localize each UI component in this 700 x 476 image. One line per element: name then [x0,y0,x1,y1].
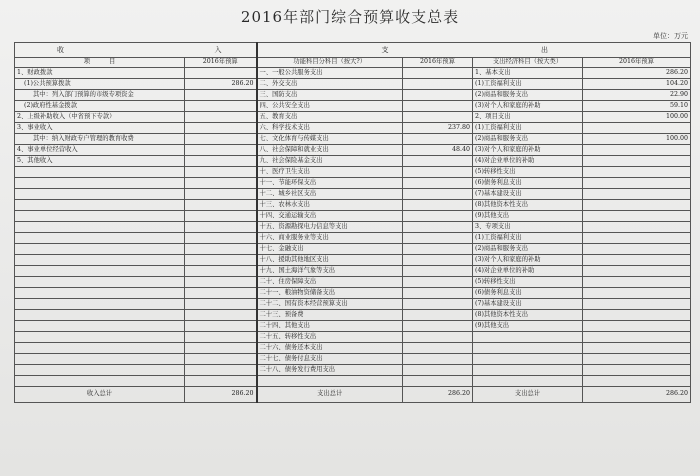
economic-value-cell: 100.00 [583,112,691,123]
table-row [15,112,691,123]
table-row [15,277,691,288]
income-item-cell [15,211,185,222]
economic-item-cell: (9)其他支出 [473,321,583,332]
function-value-cell [403,134,473,145]
function-item-cell: 二十七、债务付息支出 [257,354,403,365]
function-item-cell: 二十一、粮油物资储备支出 [257,288,403,299]
income-item-cell [15,354,185,365]
economic-item-cell: (2)商品和服务支出 [473,90,583,101]
economic-item-cell: (2)商品和服务支出 [473,134,583,145]
table-row [15,365,691,376]
income-item-cell [15,321,185,332]
economic-value-cell [583,299,691,310]
function-value-cell [403,365,473,376]
income-item-cell [15,376,185,387]
income-value-cell [185,145,257,156]
income-value-cell [185,255,257,266]
income-total-value: 286.20 [185,387,257,403]
income-item-cell: 1、财政拨款 [15,68,185,79]
function-value-cell [403,112,473,123]
economic-value-cell [583,255,691,266]
table-row [15,266,691,277]
economic-item-cell: (6)债务利息支出 [473,178,583,189]
budget-table [14,42,691,403]
header-row-1 [15,43,691,58]
income-item-cell [15,266,185,277]
function-item-cell: 四、公共安全支出 [257,101,403,112]
income-header: 收 入 [15,43,257,58]
function-item-cell: 二十六、债务还本支出 [257,343,403,354]
expense-total-value: 286.20 [403,387,473,403]
income-item-cell: 3、事业收入 [15,123,185,134]
economic-total-label: 支出总计 [473,387,583,403]
function-value-cell [403,277,473,288]
economic-value-cell [583,211,691,222]
economic-item-cell: (2)商品和服务支出 [473,244,583,255]
function-value-cell [403,178,473,189]
income-value-cell [185,343,257,354]
economic-total-value: 286.20 [583,387,691,403]
function-item-cell: 五、教育支出 [257,112,403,123]
economic-value-cell: 286.20 [583,68,691,79]
col-function: 功能科目分科目（按大?） [257,58,403,68]
income-value-cell [185,68,257,79]
income-value-cell [185,101,257,112]
economic-item-cell: (7)基本建设支出 [473,189,583,200]
economic-value-cell: 22.90 [583,90,691,101]
table-row [15,222,691,233]
table-row [15,354,691,365]
income-value-cell [185,233,257,244]
economic-value-cell: 59.10 [583,101,691,112]
economic-item-cell: (9)其他支出 [473,211,583,222]
function-value-cell [403,200,473,211]
function-value-cell [403,354,473,365]
income-value-cell [185,90,257,101]
economic-item-cell: (4)对企业单位的补助 [473,266,583,277]
income-value-cell [185,134,257,145]
function-item-cell: 十六、商业服务业等支出 [257,233,403,244]
income-item-cell [15,343,185,354]
page-title: 2016年部门综合预算收支总表 [240,8,460,26]
income-item-cell [15,244,185,255]
income-value-cell [185,266,257,277]
function-item-cell: 十三、农林水支出 [257,200,403,211]
table-row [15,310,691,321]
economic-item-cell: (1)工资福利支出 [473,233,583,244]
income-item-cell [15,200,185,211]
income-value-cell [185,365,257,376]
expense-total-label: 支出总计 [257,387,403,403]
income-value-cell [185,288,257,299]
economic-value-cell [583,178,691,189]
economic-item-cell: 1、基本支出 [473,68,583,79]
table-row [15,321,691,332]
function-value-cell [403,310,473,321]
income-value-cell: 286.20 [185,79,257,90]
economic-item-cell: (5)转移性支出 [473,167,583,178]
income-item-cell [15,189,185,200]
function-item-cell: 十四、交通运输支出 [257,211,403,222]
economic-item-cell: (4)对企业单位的补助 [473,156,583,167]
expense-header: 支 出 [257,43,691,58]
economic-value-cell [583,189,691,200]
income-value-cell [185,376,257,387]
economic-value-cell [583,233,691,244]
economic-item-cell: 2、项目支出 [473,112,583,123]
function-item-cell: 二、外交支出 [257,79,403,90]
income-value-cell [185,277,257,288]
income-value-cell [185,167,257,178]
income-value-cell [185,189,257,200]
income-item-cell [15,299,185,310]
function-value-cell [403,343,473,354]
income-value-cell [185,112,257,123]
function-item-cell: 十二、城乡社区支出 [257,189,403,200]
table-row [15,79,691,90]
economic-item-cell: (8)其他资本性支出 [473,310,583,321]
income-total-label: 收入总计 [15,387,185,403]
economic-value-cell [583,156,691,167]
table-row [15,244,691,255]
function-item-cell: 七、文化体育与传媒支出 [257,134,403,145]
economic-value-cell [583,288,691,299]
table-row [15,134,691,145]
economic-item-cell [473,354,583,365]
economic-value-cell [583,145,691,156]
income-item-cell: (1)公共预算拨款 [15,79,185,90]
economic-item-cell [473,332,583,343]
function-value-cell [403,376,473,387]
economic-item-cell: (1)工资福利支出 [473,79,583,90]
table-row [15,299,691,310]
function-value-cell [403,211,473,222]
income-item-cell [15,277,185,288]
income-item-cell [15,178,185,189]
function-item-cell: 十五、资源勘探电力信息等支出 [257,222,403,233]
economic-item-cell [473,376,583,387]
function-item-cell: 二十八、债务发行费用支出 [257,365,403,376]
economic-value-cell [583,277,691,288]
function-item-cell: 二十三、预备费 [257,310,403,321]
economic-value-cell [583,376,691,387]
economic-item-cell: (3)对个人和家庭的补助 [473,255,583,266]
function-value-cell [403,233,473,244]
function-item-cell: 八、社会保障和就业支出 [257,145,403,156]
table-row [15,200,691,211]
income-value-cell [185,354,257,365]
function-item-cell: 二十二、国有资本经营预算支出 [257,299,403,310]
economic-item-cell: (8)其他资本性支出 [473,200,583,211]
economic-value-cell [583,167,691,178]
function-item-cell: 十九、国土海洋气象等支出 [257,266,403,277]
income-item-cell [15,233,185,244]
function-item-cell: 十七、金融支出 [257,244,403,255]
function-value-cell [403,68,473,79]
function-value-cell [403,321,473,332]
function-value-cell [403,255,473,266]
income-item-cell [15,332,185,343]
table-row [15,101,691,112]
economic-value-cell: 100.00 [583,134,691,145]
economic-value-cell [583,222,691,233]
col-function-budget: 2016年预算 [403,58,473,68]
function-item-cell: 三、国防支出 [257,90,403,101]
function-value-cell [403,156,473,167]
economic-item-cell: (3)对个人和家庭的补助 [473,145,583,156]
function-item-cell: 二十、住房保障支出 [257,277,403,288]
economic-item-cell: (3)对个人和家庭的补助 [473,101,583,112]
income-value-cell [185,321,257,332]
table-row [15,288,691,299]
table-row [15,343,691,354]
function-value-cell: 237.80 [403,123,473,134]
economic-item-cell: 3、专项支出 [473,222,583,233]
income-value-cell [185,123,257,134]
income-item-cell [15,365,185,376]
table-row [15,156,691,167]
col-income-budget: 2016年预算 [185,58,257,68]
income-item-cell: 2、上级补助收入（中省预下专款） [15,112,185,123]
function-value-cell [403,167,473,178]
economic-value-cell [583,321,691,332]
function-value-cell [403,79,473,90]
income-value-cell [185,332,257,343]
economic-item-cell: (7)基本建设支出 [473,299,583,310]
income-value-cell [185,222,257,233]
economic-item-cell: (1)工资福利支出 [473,123,583,134]
header-row-2 [15,58,691,68]
table-row [15,90,691,101]
table-row [15,211,691,222]
income-value-cell [185,178,257,189]
function-item-cell: 十一、节能环保支出 [257,178,403,189]
function-value-cell: 48.40 [403,145,473,156]
economic-value-cell [583,332,691,343]
economic-item-cell: (5)转移性支出 [473,277,583,288]
table-row [15,332,691,343]
table-row [15,376,691,387]
function-value-cell [403,299,473,310]
table-row [15,145,691,156]
economic-value-cell [583,123,691,134]
table-row [15,233,691,244]
col-item: 项 目 [15,58,185,68]
function-item-cell: 二十四、其他支出 [257,321,403,332]
table-row [15,178,691,189]
income-item-cell [15,255,185,266]
function-item-cell: 六、科学技术支出 [257,123,403,134]
table-row [15,123,691,134]
table-row [15,255,691,266]
economic-value-cell [583,266,691,277]
income-value-cell [185,211,257,222]
income-item-cell [15,167,185,178]
income-value-cell [185,244,257,255]
table-row [15,189,691,200]
economic-item-cell [473,365,583,376]
function-value-cell [403,332,473,343]
function-item-cell [257,376,403,387]
economic-value-cell [583,244,691,255]
economic-value-cell: 104.20 [583,79,691,90]
income-value-cell [185,200,257,211]
function-value-cell [403,244,473,255]
income-item-cell: 其中：列入部门预算的市级专项资金 [15,90,185,101]
income-item-cell [15,222,185,233]
function-value-cell [403,266,473,277]
table-row [15,167,691,178]
unit-label: 单位：万元 [653,32,688,40]
function-value-cell [403,288,473,299]
economic-item-cell [473,343,583,354]
col-economic: 支出经济科目（按大类） [473,58,583,68]
col-economic-budget: 2016年预算 [583,58,691,68]
economic-value-cell [583,343,691,354]
income-item-cell: 其中：纳入财政专户管理的教育收费 [15,134,185,145]
income-value-cell [185,299,257,310]
economic-value-cell [583,310,691,321]
table-row [15,68,691,79]
income-item-cell: 4、事业单位经营收入 [15,145,185,156]
function-item-cell: 九、社会保险基金支出 [257,156,403,167]
economic-value-cell [583,365,691,376]
income-value-cell [185,310,257,321]
function-value-cell [403,222,473,233]
income-item-cell [15,310,185,321]
economic-value-cell [583,354,691,365]
function-item-cell: 一、一般公共服务支出 [257,68,403,79]
total-row [15,387,691,403]
function-item-cell: 二十五、转移性支出 [257,332,403,343]
economic-value-cell [583,200,691,211]
function-item-cell: 十八、援助其他地区支出 [257,255,403,266]
function-value-cell [403,189,473,200]
function-item-cell: 十、医疗卫生支出 [257,167,403,178]
table-body [15,68,691,387]
economic-item-cell: (6)债务利息支出 [473,288,583,299]
income-item-cell: (2)政府性基金拨款 [15,101,185,112]
income-item-cell [15,288,185,299]
function-value-cell [403,90,473,101]
income-value-cell [185,156,257,167]
function-value-cell [403,101,473,112]
income-item-cell: 5、其他收入 [15,156,185,167]
